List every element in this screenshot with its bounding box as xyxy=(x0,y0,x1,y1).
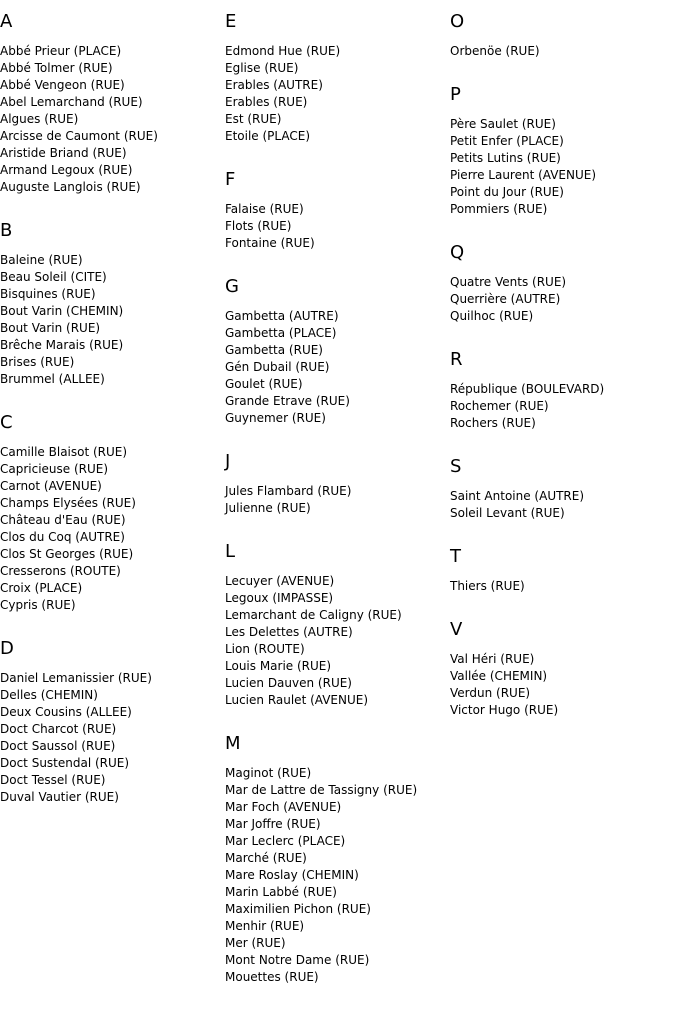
street-link[interactable]: Grande Etrave (RUE) xyxy=(225,394,350,408)
street-link[interactable]: Rochers (RUE) xyxy=(450,416,536,430)
letter-heading: T xyxy=(450,546,461,567)
street-link[interactable]: Val Héri (RUE) xyxy=(450,652,535,666)
street-link[interactable]: Mar Leclerc (PLACE) xyxy=(225,834,346,848)
letter-section xyxy=(450,456,675,522)
street-link[interactable]: Flots (RUE) xyxy=(225,219,292,233)
street-link[interactable]: Goulet (RUE) xyxy=(225,377,303,391)
letter-heading: S xyxy=(450,456,462,477)
street-link[interactable]: Guynemer (RUE) xyxy=(225,411,326,425)
street-link[interactable]: Capricieuse (RUE) xyxy=(0,462,109,476)
street-link[interactable]: Aristide Briand (RUE) xyxy=(0,146,127,160)
street-link[interactable]: Père Saulet (RUE) xyxy=(450,117,556,131)
street-link[interactable]: Fontaine (RUE) xyxy=(225,236,315,250)
letter-section xyxy=(0,412,225,614)
street-link[interactable]: Doct Sustendal (RUE) xyxy=(0,756,130,770)
street-link[interactable]: Camille Blaisot (RUE) xyxy=(0,445,128,459)
street-link[interactable]: Erables (RUE) xyxy=(225,95,308,109)
street-link[interactable]: Pommiers (RUE) xyxy=(450,202,548,216)
street-link[interactable]: Querrière (AUTRE) xyxy=(450,292,561,306)
street-link[interactable]: Daniel Lemanissier (RUE) xyxy=(0,671,152,685)
letter-section xyxy=(225,541,450,709)
street-link[interactable]: Legoux (IMPASSE) xyxy=(225,591,334,605)
letter-heading: Q xyxy=(450,242,465,263)
street-link[interactable]: Clos St Georges (RUE) xyxy=(0,547,134,561)
street-link[interactable]: Gambetta (AUTRE) xyxy=(225,309,339,323)
street-link[interactable]: Mer (RUE) xyxy=(225,936,286,950)
letter-section xyxy=(225,11,450,145)
street-link[interactable]: Rochemer (RUE) xyxy=(450,399,549,413)
street-link[interactable]: Petit Enfer (PLACE) xyxy=(450,134,564,148)
street-link[interactable]: Falaise (RUE) xyxy=(225,202,304,216)
street-link[interactable]: Eglise (RUE) xyxy=(225,61,299,75)
street-index-column xyxy=(225,11,450,1010)
letter-heading: E xyxy=(225,11,237,32)
letter-heading: P xyxy=(450,84,461,105)
street-link[interactable]: Petits Lutins (RUE) xyxy=(450,151,561,165)
street-link[interactable]: Brises (RUE) xyxy=(0,355,75,369)
street-link[interactable]: Marin Labbé (RUE) xyxy=(225,885,337,899)
street-list xyxy=(0,444,225,614)
street-link[interactable]: Cypris (RUE) xyxy=(0,598,76,612)
street-link[interactable]: Vallée (CHEMIN) xyxy=(450,669,548,683)
street-list xyxy=(450,274,675,325)
street-link[interactable]: Abbé Tolmer (RUE) xyxy=(0,61,113,75)
street-link[interactable]: Abbé Prieur (PLACE) xyxy=(0,44,122,58)
street-link[interactable]: Lion (ROUTE) xyxy=(225,642,305,656)
street-link[interactable]: Carnot (AVENUE) xyxy=(0,479,102,493)
street-link[interactable]: Mare Roslay (CHEMIN) xyxy=(225,868,359,882)
street-index-column xyxy=(0,11,225,830)
street-link[interactable]: Quatre Vents (RUE) xyxy=(450,275,567,289)
street-list xyxy=(225,483,450,517)
street-index-column xyxy=(450,11,675,743)
street-link[interactable]: Est (RUE) xyxy=(225,112,282,126)
letter-section xyxy=(0,220,225,388)
street-list xyxy=(225,765,450,986)
street-link[interactable]: Champs Elysées (RUE) xyxy=(0,496,136,510)
letter-section xyxy=(225,169,450,252)
street-link[interactable]: Maximilien Pichon (RUE) xyxy=(225,902,371,916)
letter-heading: J xyxy=(225,451,231,472)
street-link[interactable]: Jules Flambard (RUE) xyxy=(225,484,352,498)
street-link[interactable]: Château d'Eau (RUE) xyxy=(0,513,126,527)
street-link[interactable]: Abel Lemarchand (RUE) xyxy=(0,95,143,109)
street-list xyxy=(0,252,225,388)
street-link[interactable]: Julienne (RUE) xyxy=(225,501,311,515)
street-link[interactable]: Brêche Marais (RUE) xyxy=(0,338,124,352)
street-link[interactable]: Bout Varin (RUE) xyxy=(0,321,101,335)
street-link[interactable]: Menhir (RUE) xyxy=(225,919,305,933)
letter-heading: L xyxy=(225,541,236,562)
letter-heading: B xyxy=(0,220,13,241)
street-link[interactable]: Abbé Vengeon (RUE) xyxy=(0,78,125,92)
street-link[interactable]: Orbenöe (RUE) xyxy=(450,44,540,58)
street-list xyxy=(225,43,450,145)
street-link[interactable]: Soleil Levant (RUE) xyxy=(450,506,565,520)
street-link[interactable]: Marché (RUE) xyxy=(225,851,307,865)
street-link[interactable]: Deux Cousins (ALLEE) xyxy=(0,705,132,719)
letter-section xyxy=(225,733,450,986)
letter-heading: G xyxy=(225,276,239,297)
street-link[interactable]: Gén Dubail (RUE) xyxy=(225,360,330,374)
street-list xyxy=(225,201,450,252)
street-link[interactable]: Brummel (ALLEE) xyxy=(0,372,105,386)
street-list xyxy=(450,651,675,719)
street-link[interactable]: Bout Varin (CHEMIN) xyxy=(0,304,124,318)
street-link[interactable]: Armand Legoux (RUE) xyxy=(0,163,133,177)
street-link[interactable]: Algues (RUE) xyxy=(0,112,79,126)
letter-heading: R xyxy=(450,349,463,370)
street-list xyxy=(450,381,675,432)
letter-section xyxy=(450,546,675,595)
street-link[interactable]: Gambetta (PLACE) xyxy=(225,326,337,340)
street-link[interactable]: Edmond Hue (RUE) xyxy=(225,44,341,58)
street-link[interactable]: Cresserons (ROUTE) xyxy=(0,564,121,578)
street-link[interactable]: Bisquines (RUE) xyxy=(0,287,96,301)
street-link[interactable]: Saint Antoine (AUTRE) xyxy=(450,489,585,503)
street-link[interactable]: Arcisse de Caumont (RUE) xyxy=(0,129,158,143)
letter-section xyxy=(225,276,450,427)
street-link[interactable]: Louis Marie (RUE) xyxy=(225,659,332,673)
street-link[interactable]: Mouettes (RUE) xyxy=(225,970,319,984)
letter-section xyxy=(450,349,675,432)
street-link[interactable]: Mar de Lattre de Tassigny (RUE) xyxy=(225,783,418,797)
street-link[interactable]: Mar Joffre (RUE) xyxy=(225,817,321,831)
letter-section xyxy=(450,84,675,218)
street-list xyxy=(225,308,450,427)
street-list xyxy=(450,116,675,218)
street-link[interactable]: Doct Tessel (RUE) xyxy=(0,773,106,787)
street-link[interactable]: République (BOULEVARD) xyxy=(450,382,605,396)
letter-heading: C xyxy=(0,412,13,433)
street-link[interactable]: Lucien Raulet (AVENUE) xyxy=(225,693,369,707)
letter-heading: V xyxy=(450,619,463,640)
street-link[interactable]: Lemarchant de Caligny (RUE) xyxy=(225,608,402,622)
street-link[interactable]: Baleine (RUE) xyxy=(0,253,83,267)
street-link[interactable]: Lecuyer (AVENUE) xyxy=(225,574,335,588)
street-link[interactable]: Quilhoc (RUE) xyxy=(450,309,534,323)
street-link[interactable]: Point du Jour (RUE) xyxy=(450,185,564,199)
street-link[interactable]: Maginot (RUE) xyxy=(225,766,312,780)
letter-heading: M xyxy=(225,733,241,754)
letter-heading: A xyxy=(0,11,13,32)
street-link[interactable]: Duval Vautier (RUE) xyxy=(0,790,119,804)
street-link[interactable]: Mar Foch (AVENUE) xyxy=(225,800,342,814)
street-link[interactable]: Mont Notre Dame (RUE) xyxy=(225,953,370,967)
street-link[interactable]: Auguste Langlois (RUE) xyxy=(0,180,141,194)
street-link[interactable]: Erables (AUTRE) xyxy=(225,78,323,92)
letter-section xyxy=(0,638,225,806)
letter-heading: O xyxy=(450,11,465,32)
letter-section xyxy=(225,451,450,517)
letter-heading: F xyxy=(225,169,236,190)
street-link[interactable]: Etoile (PLACE) xyxy=(225,129,311,143)
letter-section xyxy=(450,11,675,60)
letter-heading: D xyxy=(0,638,14,659)
street-list xyxy=(450,488,675,522)
street-link[interactable]: Clos du Coq (AUTRE) xyxy=(0,530,125,544)
street-link[interactable]: Les Delettes (AUTRE) xyxy=(225,625,353,639)
letter-section xyxy=(0,11,225,196)
street-list xyxy=(450,578,675,595)
street-link[interactable]: Victor Hugo (RUE) xyxy=(450,703,559,717)
street-link[interactable]: Pierre Laurent (AVENUE) xyxy=(450,168,597,182)
street-link[interactable]: Beau Soleil (CITE) xyxy=(0,270,107,284)
street-link[interactable]: Delles (CHEMIN) xyxy=(0,688,98,702)
street-link[interactable]: Croix (PLACE) xyxy=(0,581,83,595)
street-link[interactable]: Doct Saussol (RUE) xyxy=(0,739,116,753)
street-list xyxy=(0,670,225,806)
letter-section xyxy=(450,242,675,325)
street-link[interactable]: Gambetta (RUE) xyxy=(225,343,323,357)
street-list xyxy=(225,573,450,709)
street-link[interactable]: Lucien Dauven (RUE) xyxy=(225,676,352,690)
letter-section xyxy=(450,619,675,719)
street-list xyxy=(0,43,225,196)
street-link[interactable]: Thiers (RUE) xyxy=(450,579,525,593)
street-link[interactable]: Verdun (RUE) xyxy=(450,686,531,700)
street-link[interactable]: Doct Charcot (RUE) xyxy=(0,722,117,736)
street-list xyxy=(450,43,675,60)
